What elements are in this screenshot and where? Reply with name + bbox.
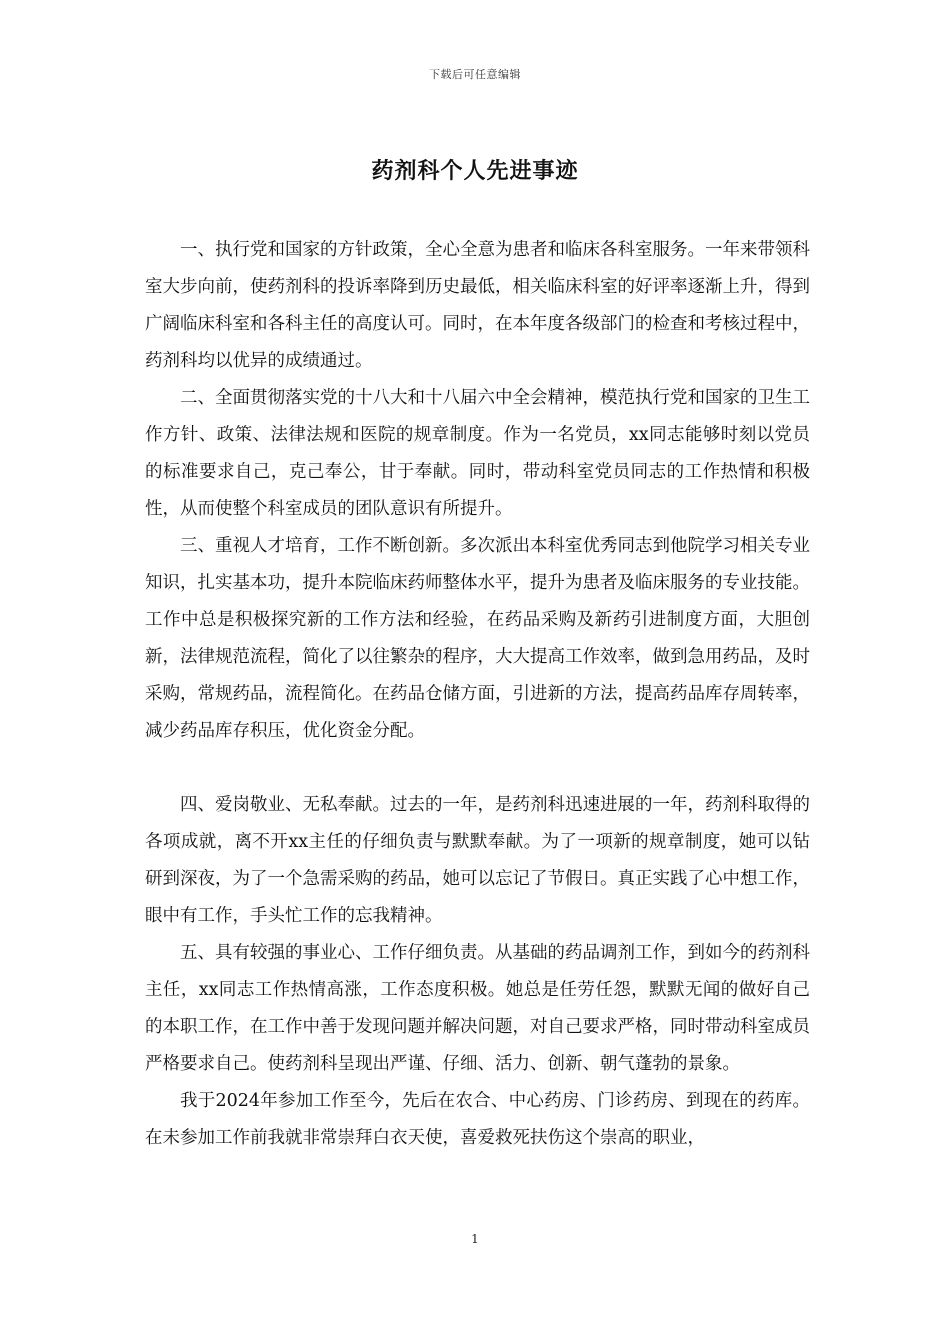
paragraph-3: 三、重视人才培育，工作不断创新。多次派出本科室优秀同志到他院学习相关专业知识，扎实基本功，提升本院临床药师整体水平，提升为患者及临床服务的专业技能。工作中总是积极探究新的工作方法和经验，在药品采购及新药引进制度方面，大胆创新，法律规范流程，简化了以往繁杂的程序，大大提高工作效率，做到急用药品，及时采购，常规药品，流程简化。在药品仓储方面，引进新的方法，提高药品库存周转率，减少药品库存积压，优化资金分配。 xyxy=(145,536,810,741)
paragraph-6: 我于2024年参加工作至今，先后在农合、中心药房、门诊药房、到现在的药库。在未参加工作前我就非常崇拜白衣天使，喜爱救死扶伤这个崇高的职业， xyxy=(145,1091,810,1148)
header-note: 下载后可任意编辑 xyxy=(429,68,521,81)
paragraph-2: 二、全面贯彻落实党的十八大和十八届六中全会精神，模范执行党和国家的卫生工作方针、政策、法律法规和医院的规章制度。作为一名党员，xx同志能够时刻以党员的标准要求自己，克己奉公，甘于奉献。同时，带动科室党员同志的工作热情和积极性，从而使整个科室成员的团队意识有所提升。 xyxy=(145,388,810,519)
document-body xyxy=(145,232,810,1157)
paragraph-4: 四、爱岗敬业、无私奉献。过去的一年，是药剂科迅速进展的一年，药剂科取得的各项成就，离不开xx主任的仔细负责与默默奉献。为了一项新的规章制度，她可以钻研到深夜，为了一个急需采购的药品，她可以忘记了节假日。真正实践了心中想工作，眼中有工作，手头忙工作的忘我精神。 xyxy=(145,795,810,926)
document-title: 药剂科个人先进事迹 xyxy=(371,158,579,184)
paragraph-5: 五、具有较强的事业心、工作仔细负责。从基础的药品调剂工作，到如今的药剂科主任，xx同志工作热情高涨，工作态度积极。她总是任劳任怨，默默无闻的做好自己的本职工作，在工作中善于发现问题并解决问题，对自己要求严格，同时带动科室成员严格要求自己。使药剂科呈现出严谨、仔细、活力、创新、朝气蓬勃的景象。 xyxy=(145,943,810,1074)
paragraph-1: 一、执行党和国家的方针政策，全心全意为患者和临床各科室服务。一年来带领科室大步向前，使药剂科的投诉率降到历史最低，相关临床科室的好评率逐渐上升，得到广阔临床科室和各科主任的高度认可。同时，在本年度各级部门的检查和考核过程中，药剂科均以优异的成绩通过。 xyxy=(145,240,810,371)
page-number: 1 xyxy=(471,1232,479,1246)
